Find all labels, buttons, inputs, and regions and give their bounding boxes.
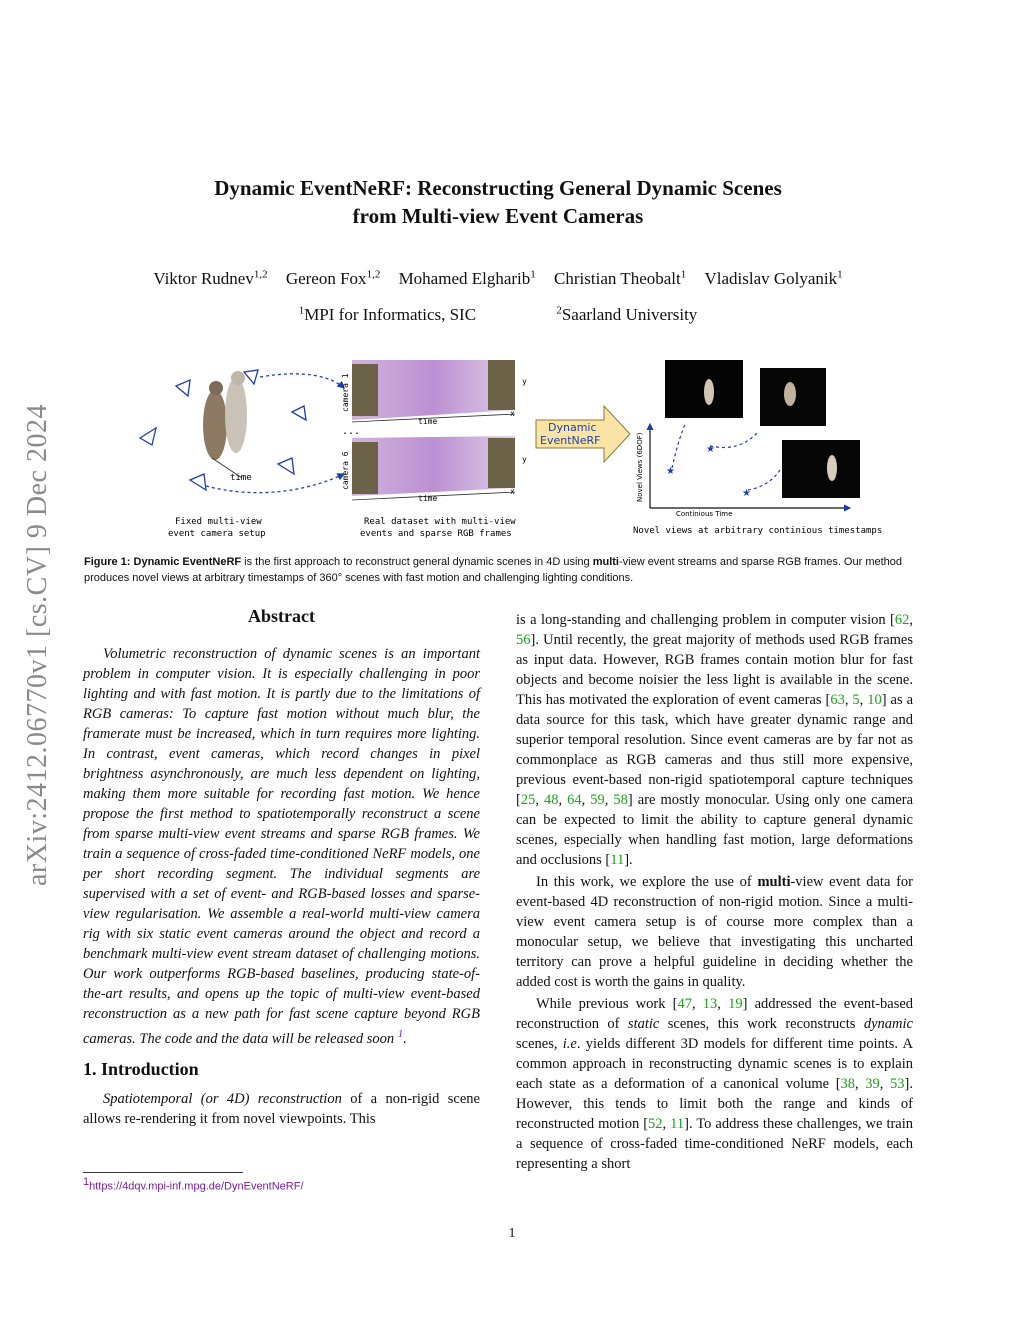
camera-6-label: camera 6 xyxy=(341,451,350,490)
abstract-text: Volumetric reconstruction of dynamic scenes is an important problem in computer vision. It is especially challenging in poor lighting and with fast motion. It is partly due to the limitations of RGB cameras: To capture fast motion without much blur, the framerate must be increased, which in turn requires more lighting. In contrast, event cameras, which record changes in pixel brightness asynchronously, are much less dependent on lighting, making them more suitable for recording fast motion. We hence propose the first method to spatiotemporally reconstruct a scene from sparse multi-view event streams and sparse RGB frames. We train a sequence of cross-faded time-conditioned NeRF models, one per short recording segment. The individual segments are supervised with a set of event- and RGB-based losses and sparse-view regularisation. We assemble a real-world multi-view camera rig with six static event cameras around the object and record a benchmark multi-view event stream dataset of challenging motions. Our work outperforms RGB-based baselines, producing state-of-the-art results, and opens up the topic of multi-view event-based reconstruction as a new path for fast scene capture beyond RGB cameras. The code and the data will be released soon $^1$. xyxy=(83,646,480,1047)
citation: 56 xyxy=(516,632,531,648)
abstract-heading: Abstract xyxy=(248,606,315,626)
star-icon: ★ xyxy=(706,444,715,455)
citation: 52 xyxy=(648,1116,663,1132)
setup-caption-line-1: Fixed multi-view xyxy=(175,517,262,527)
author: Christian Theobalt$^1$ xyxy=(554,268,687,288)
novel-view-frame xyxy=(665,360,743,418)
affiliation: $^1$MPI for Informatics, SIC xyxy=(298,304,477,324)
citation: 11 xyxy=(670,1116,685,1132)
method-arrow xyxy=(536,406,630,462)
intro-paragraph: is a long-standing and challenging problem in computer vision [62, 56]. Until recently, the great majority of methods used RGB frames as input data. However, RGB frames contain motion blur for fast objects and become noisier the less light is available in the scene. This has motivated the exploration of event cameras [63, 5, 10] as a data source for this task, which have greater dynamic range and superior temporal resolution. Since event cameras are by far not as commonplace as RGB cameras and thus still more expensive, previous event-based non-rigid spatiotemporal capture techniques [25, 48, 64, 59, 58] are mostly monocular. Using only one camera can be expected to limit the ability to capture general dynamic scenes, especially when handling fast motion, large deformations and occlusions [11]. xyxy=(516,612,914,868)
citation: 53 xyxy=(890,1076,905,1092)
event-volume-camera-1 xyxy=(341,360,527,426)
citation: 58 xyxy=(613,792,628,808)
author-list xyxy=(80,268,916,289)
volume-1-y-label: y xyxy=(522,377,527,386)
citation: 64 xyxy=(567,792,582,808)
footnote[interactable]: $^1$https://4dqv.mpi-inf.mpg.de/DynEventNeRF/ xyxy=(83,1176,304,1193)
citation: 62 xyxy=(894,612,910,628)
paper-title-line-2: from Multi-view Event Cameras xyxy=(352,204,644,228)
data-caption-line-2: events and sparse RGB frames xyxy=(360,529,512,539)
intro-heading: 1. Introduction xyxy=(83,1058,199,1079)
citation: 39 xyxy=(865,1076,880,1092)
star-icon: ★ xyxy=(742,488,751,499)
volume-1-x-label: x xyxy=(510,409,515,418)
data-caption-line-1: Real dataset with multi-view xyxy=(364,517,516,527)
left-column xyxy=(83,600,480,1131)
teaser-figure xyxy=(120,350,910,550)
affiliations xyxy=(80,304,916,325)
method-name-line-2: EventNeRF xyxy=(540,434,601,447)
volume-6-time-label: time xyxy=(418,494,438,503)
author: Viktor Rudnev$^{1,2}$ xyxy=(153,268,268,288)
author: Mohamed Elgharib$^1$ xyxy=(398,268,536,288)
citation: 63 xyxy=(830,692,845,708)
citation: 5 xyxy=(852,692,860,708)
volume-6-y-label: y xyxy=(522,455,527,464)
footnote-link: https://4dqv.mpi-inf.mpg.de/DynEventNeRF/ xyxy=(89,1180,304,1193)
intro-paragraph: Spatiotemporal (or 4D) reconstruction of a non-rigid scene allows re-rendering it from novel viewpoints. This xyxy=(83,1090,480,1127)
event-volume-camera-6 xyxy=(341,436,527,503)
volume-6-x-label: x xyxy=(510,487,515,496)
novel-view-frame xyxy=(782,440,860,498)
author: Gereon Fox$^{1,2}$ xyxy=(285,268,381,288)
novel-caption: Novel views at arbitrary continious timestamps xyxy=(633,526,883,536)
novel-views-plot xyxy=(636,360,860,518)
paper-title-line-1: Dynamic EventNeRF: Reconstructing General Dynamic Scenes xyxy=(214,176,782,200)
affiliation: $^2$Saarland University xyxy=(556,304,698,324)
intro-paragraph: In this work, we explore the use of multi-view event data for event-based 4D reconstruction of non-rigid motion. Since a multi-view event camera setup is of course more complex than a monocular setup, we believe that investigating this uncharted territory can prove a helpful guideline in deciding whether the added cost is worth the gains in quality. xyxy=(516,874,913,990)
intro-paragraph: While previous work [47, 13, 19] addressed the event-based reconstruction of static scenes, this work reconstructs dynamic scenes, i.e. yields different 3D models for different time points. A common approach in reconstructing dynamic scenes is to explain each state as a deformation of a canonical volume [38, 39, 53]. However, this tends to limit both the range and kinds of reconstructed motion [52, 11]. To address these challenges, we train a sequence of cross-faded time-conditioned NeRF models, each representing a short xyxy=(516,996,914,1172)
arxiv-stamp: arXiv:2412.06770v1 [cs.CV] 9 Dec 2024 xyxy=(22,404,53,886)
citation: 10 xyxy=(867,692,882,708)
citation: 59 xyxy=(590,792,605,808)
volume-1-time-label: time xyxy=(418,417,438,426)
citation: 38 xyxy=(840,1076,856,1092)
setup-caption-line-2: event camera setup xyxy=(168,529,266,539)
teaser-figure-graphic xyxy=(120,350,910,550)
citation: 11 xyxy=(610,852,625,868)
footnote-marker: 1 xyxy=(397,1028,404,1040)
citation: 19 xyxy=(728,996,743,1012)
figure-caption: Figure 1: Dynamic EventNeRF is the first approach to reconstruct general dynamic scenes in 4D using multi-view event streams and sparse RGB frames. Our method produces novel views at arbitrary timestamps of 360° scenes with fast motion and challenging lighting conditions. xyxy=(84,556,903,584)
novel-axis-label: Novel Views (6DOF) xyxy=(636,432,644,502)
setup-time-label: time xyxy=(230,473,252,483)
method-name-line-1: Dynamic xyxy=(548,421,597,434)
citation: 25 xyxy=(520,792,536,808)
time-axis-label: Continious Time xyxy=(676,510,733,518)
camera-ellipsis: ... xyxy=(342,426,361,437)
star-icon: ★ xyxy=(666,466,675,477)
citation: 13 xyxy=(702,996,718,1012)
camera-setup-illustration xyxy=(140,370,344,493)
author: Vladislav Golyanik$^1$ xyxy=(704,268,843,288)
citation: 48 xyxy=(543,792,559,808)
camera-1-label: camera 1 xyxy=(341,373,350,412)
citation: 47 xyxy=(677,996,692,1012)
footnote-rule xyxy=(83,1172,243,1173)
page-number: 1 xyxy=(508,1226,516,1241)
right-column xyxy=(516,610,913,1176)
